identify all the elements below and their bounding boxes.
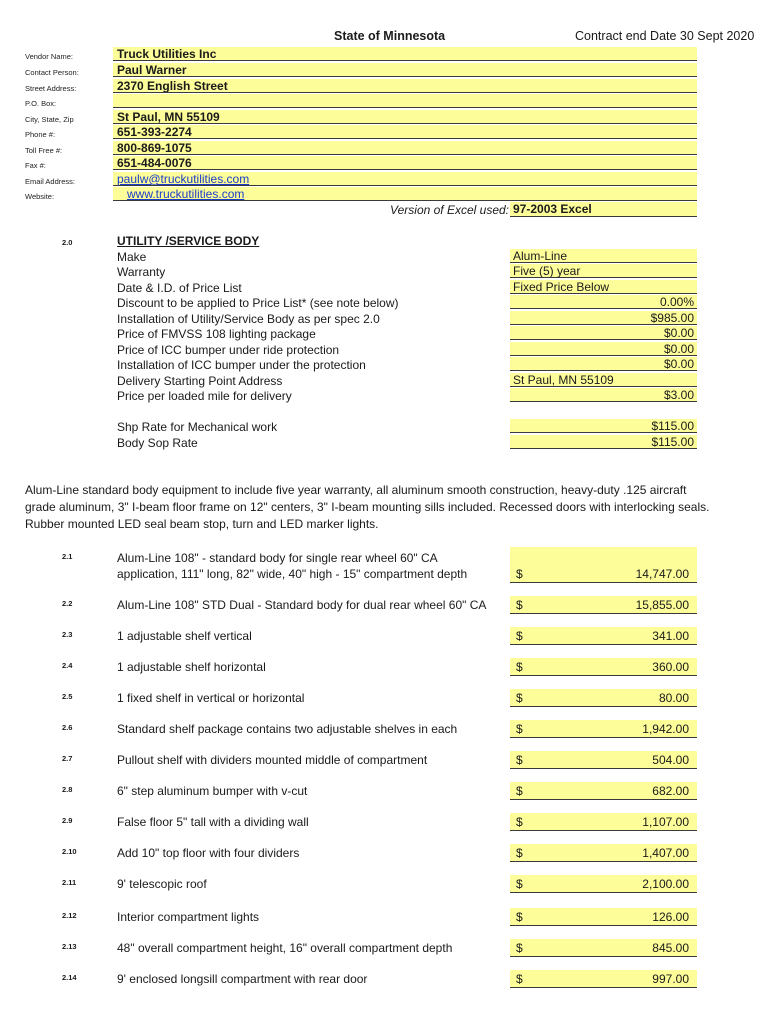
contact-person-label: Contact Person: [25, 68, 79, 77]
po-box-label: P.O. Box: [25, 99, 57, 108]
vendor-name-field[interactable]: Truck Utilities Inc [113, 47, 697, 61]
price-amount: 504.00 [652, 753, 689, 767]
discount-field[interactable]: 0.00% [510, 295, 697, 309]
item-number: 2.13 [62, 942, 77, 951]
price-amount: 14,747.00 [635, 567, 689, 581]
vendor-name-label: Vendor Name: [25, 52, 73, 61]
city-state-zip-label: City, State, Zip [25, 115, 74, 124]
price-amount: 341.00 [652, 629, 689, 643]
delivery-mile-label: Price per loaded mile for delivery [117, 389, 292, 403]
currency-symbol: $ [516, 910, 523, 924]
item-number: 2.4 [62, 661, 73, 670]
street-address-field[interactable]: 2370 English Street [113, 79, 697, 93]
currency-symbol: $ [516, 846, 523, 860]
email-label: Email Address: [25, 177, 76, 186]
make-field[interactable]: Alum-Line [510, 249, 697, 263]
item-price[interactable] [510, 689, 697, 707]
po-box-field[interactable] [113, 94, 697, 108]
item-description: 1 fixed shelf in vertical or horizontal [117, 691, 305, 705]
discount-label: Discount to be applied to Price List* (see note below) [117, 296, 399, 310]
body-description: Alum-Line standard body equipment to include five year warranty, all aluminum smooth construction, heavy-duty .125 aircraft grade aluminum, 3" I-beam floor frame on 12" centers, 3" I-beam mounting sills included. Recessed doors with interlocking seals. Rubber mounted LED seal beam stop, turn and LED marker lights. [25, 483, 710, 531]
item-description: 6" step aluminum bumper with v-cut [117, 784, 308, 798]
price-amount: 1,407.00 [642, 846, 689, 860]
item-number: 2.3 [62, 630, 73, 639]
item-description: Interior compartment lights [117, 910, 260, 924]
currency-symbol: $ [516, 941, 523, 955]
item-number: 2.12 [62, 911, 77, 920]
item-description: 48" overall compartment height, 16" overall compartment depth [117, 941, 453, 955]
delivery-address-label: Delivery Starting Point Address [117, 374, 283, 388]
price-amount: 997.00 [652, 972, 689, 986]
phone-label: Phone #: [25, 130, 56, 139]
item-number: 2.2 [62, 599, 73, 608]
section-number: 2.0 [62, 238, 73, 247]
item-price[interactable] [510, 720, 697, 738]
item-number: 2.8 [62, 785, 73, 794]
item-price[interactable] [510, 782, 697, 800]
contract-end-date: Contract end Date 30 Sept 2020 [575, 29, 755, 43]
installation-label: Installation of Utility/Service Body as per spec 2.0 [117, 312, 380, 326]
item-number: 2.7 [62, 754, 73, 763]
item-number: 2.14 [62, 973, 77, 982]
currency-symbol: $ [516, 877, 523, 891]
toll-free-field[interactable]: 800-869-1075 [113, 141, 697, 155]
price-amount: 2,100.00 [642, 877, 689, 891]
item-number: 2.11 [62, 878, 77, 887]
item-description: Alum-Line 108" STD Dual - Standard body for dual rear wheel 60" CA [117, 598, 487, 612]
delivery-address-field[interactable]: St Paul, MN 55109 [510, 373, 697, 387]
price-amount: 15,855.00 [635, 598, 689, 612]
item-price[interactable] [510, 908, 697, 926]
item-price[interactable] [510, 596, 697, 614]
installation-field[interactable]: $985.00 [510, 311, 697, 325]
warranty-field[interactable]: Five (5) year [510, 264, 697, 278]
warranty-label: Warranty [117, 265, 166, 279]
price-list-label: Date & I.D. of Price List [117, 281, 242, 295]
currency-symbol: $ [516, 598, 523, 612]
body-shop-rate-field[interactable]: $115.00 [510, 435, 697, 449]
toll-free-label: Toll Free #: [25, 146, 63, 155]
item-price[interactable] [510, 547, 697, 583]
price-amount: 80.00 [658, 691, 689, 705]
item-number: 2.1 [62, 552, 73, 561]
item-number: 2.9 [62, 816, 73, 825]
street-address-label: Street Address: [25, 84, 77, 93]
price-amount: 682.00 [652, 784, 689, 798]
contact-person-field[interactable]: Paul Warner [113, 63, 697, 77]
excel-version-label: Version of Excel used: [390, 203, 509, 217]
currency-symbol: $ [516, 629, 523, 643]
item-price[interactable] [510, 813, 697, 831]
lighting-package-field[interactable]: $0.00 [510, 326, 697, 340]
price-amount: 1,107.00 [642, 815, 689, 829]
website-link[interactable]: www.truckutilities.com [113, 187, 697, 201]
item-description: 1 adjustable shelf horizontal [117, 660, 266, 674]
fax-field[interactable]: 651-484-0076 [113, 156, 697, 170]
item-number: 2.5 [62, 692, 73, 701]
item-description: False floor 5" tall with a dividing wall [117, 815, 309, 829]
item-description: Add 10" top floor with four dividers [117, 846, 300, 860]
icc-bumper-price-field[interactable]: $0.00 [510, 342, 697, 356]
item-price[interactable] [510, 970, 697, 988]
delivery-mile-field[interactable]: $3.00 [510, 388, 697, 402]
item-price[interactable] [510, 658, 697, 676]
item-number: 2.10 [62, 847, 77, 856]
currency-symbol: $ [516, 660, 523, 674]
body-shop-rate-label: Body Sop Rate [117, 436, 198, 450]
item-price[interactable] [510, 875, 697, 893]
currency-symbol: $ [516, 815, 523, 829]
item-price[interactable] [510, 939, 697, 957]
item-description: Pullout shelf with dividers mounted middle of compartment [117, 753, 428, 767]
city-state-zip-field[interactable]: St Paul, MN 55109 [113, 110, 697, 124]
currency-symbol: $ [516, 722, 523, 736]
website-label: Website: [25, 192, 55, 201]
currency-symbol: $ [516, 753, 523, 767]
item-price[interactable] [510, 627, 697, 645]
price-amount: 1,942.00 [642, 722, 689, 736]
item-price[interactable] [510, 751, 697, 769]
email-link[interactable]: paulw@truckutilities.com [113, 172, 697, 186]
excel-version-field[interactable]: 97-2003 Excel [510, 202, 697, 217]
icc-bumper-install-field[interactable]: $0.00 [510, 357, 697, 371]
currency-symbol: $ [516, 567, 523, 581]
icc-bumper-price-label: Price of ICC bumper under ride protection [117, 343, 340, 357]
make-label: Make [117, 250, 147, 264]
price-amount: 126.00 [652, 910, 689, 924]
currency-symbol: $ [516, 691, 523, 705]
phone-field[interactable]: 651-393-2274 [113, 125, 697, 139]
item-price[interactable] [510, 844, 697, 862]
item-description: 9' telescopic roof [117, 877, 207, 891]
item-description-line2: application, 111" long, 82" wide, 40" high - 15" compartment depth [117, 567, 468, 581]
lighting-package-label: Price of FMVSS 108 lighting package [117, 327, 316, 341]
price-list-field[interactable]: Fixed Price Below [510, 280, 697, 294]
item-description: 1 adjustable shelf vertical [117, 629, 252, 643]
shop-rate-label: Shp Rate for Mechanical work [117, 420, 278, 434]
item-description: Alum-Line 108" - standard body for single rear wheel 60" CA [117, 551, 438, 565]
currency-symbol: $ [516, 972, 523, 986]
currency-symbol: $ [516, 784, 523, 798]
state-title: State of Minnesota [334, 29, 446, 43]
section-title: UTILITY /SERVICE BODY [117, 234, 260, 248]
item-number: 2.6 [62, 723, 73, 732]
icc-bumper-install-label: Installation of ICC bumper under the protection [117, 358, 366, 372]
item-description: 9' enclosed longsill compartment with rear door [117, 972, 368, 986]
item-description: Standard shelf package contains two adjustable shelves in each [117, 722, 458, 736]
price-amount: 360.00 [652, 660, 689, 674]
shop-rate-field[interactable]: $115.00 [510, 419, 697, 433]
price-amount: 845.00 [652, 941, 689, 955]
fax-label: Fax #: [25, 161, 46, 170]
